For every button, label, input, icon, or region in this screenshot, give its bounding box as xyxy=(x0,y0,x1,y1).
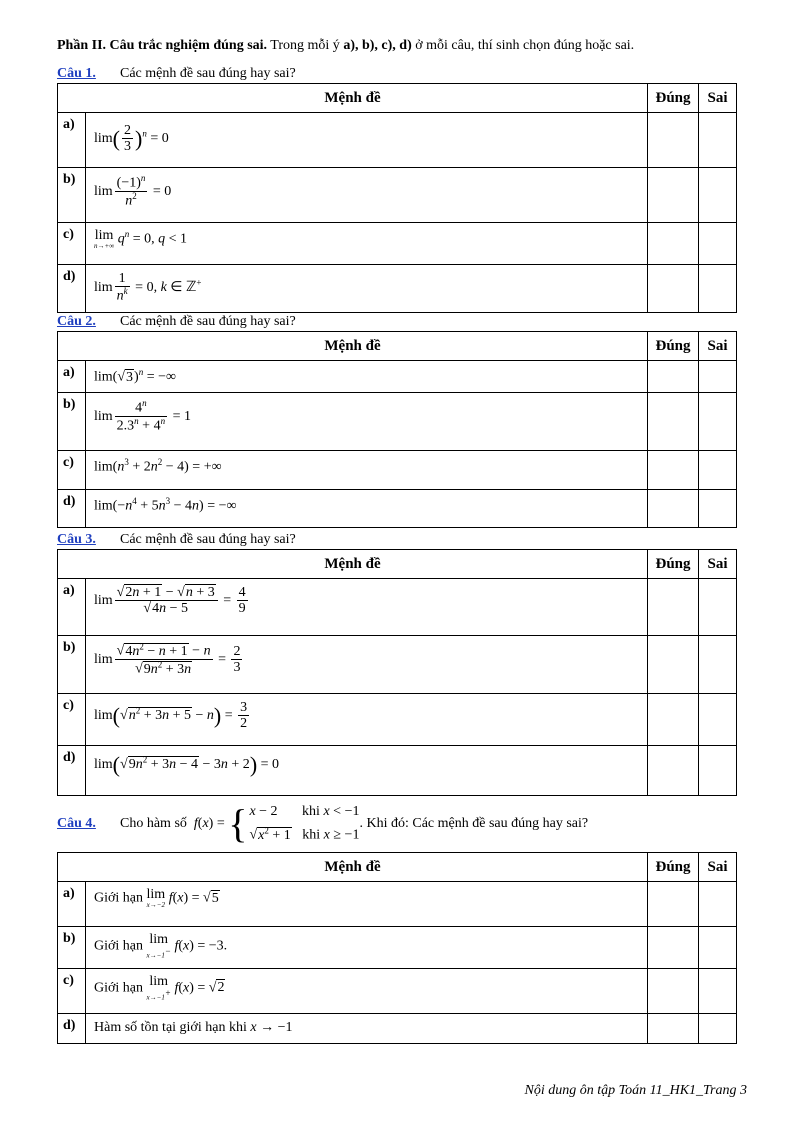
statement-3c: $\lim(√n^2 + 3n + 5 - n)$ = $\frac{3}{2}$ xyxy=(86,694,648,746)
answer-false-cell[interactable] xyxy=(699,927,737,969)
answer-false-cell[interactable] xyxy=(699,451,737,490)
answer-true-cell[interactable] xyxy=(648,393,699,451)
statement-3b: lim $\frac{√4n^2 - n + 1 - n}{√9n^2 + 3n}$ = $\frac{2}{3}$ xyxy=(86,636,648,694)
answer-false-cell[interactable] xyxy=(699,393,737,451)
answer-true-cell[interactable] xyxy=(648,636,699,694)
answer-true-cell[interactable] xyxy=(648,168,699,223)
answer-true-cell[interactable] xyxy=(648,579,699,636)
part-title: Phần II. Câu trắc nghiệm đúng sai. xyxy=(57,38,268,53)
statement-2c: $\lim(n^3 + 2n^2 - 4)$ = +∞ xyxy=(86,451,648,490)
answer-true-cell[interactable] xyxy=(648,1014,699,1044)
answer-true-cell[interactable] xyxy=(648,927,699,969)
statement-2b: lim $\frac{4^n}{2.3^n + 4^n}$ = 1 xyxy=(86,393,648,451)
statement-2d: $\lim(-n^4 + 5n^3 - 4n)$ = −∞ xyxy=(86,490,648,528)
question-2-table: Mệnh đề Đúng Sai a) $\lim(√3)^n$ = −∞ b) lim $\frac{4^n}{2.3^n + 4^n}$ = 1 c) $\lim(n^3 + 2n^2 - 4)$ = +∞ d) $\lim(-n^4 + 5n^3 - 4n)$ = −∞ xyxy=(57,331,737,528)
answer-false-cell[interactable] xyxy=(699,490,737,528)
statement-3a: lim $\frac{√2n + 1 - √n + 3}{√4n - 5}$ = $\frac{4}{9}$ xyxy=(86,579,648,636)
statement-1c: lim n→+∞ $q^n = 0$, q < 1 xyxy=(86,223,648,265)
question-4-title: Câu 4. Cho hàm số f ( x ) = { x − 2 khi x < −1 $√x^2 + 1$ khi x ≥ −1 . Khi đó: Các mệnh đề sau đúng hay sai? xyxy=(57,801,589,847)
statement-4b: Giới hạn lim x→−1− f(x) = −3. xyxy=(86,927,648,969)
answer-false-cell[interactable] xyxy=(699,113,737,168)
answer-false-cell[interactable] xyxy=(699,882,737,927)
statement-3d: $\lim(√9n^2 + 3n - 4 - 3n + 2) = 0$ xyxy=(86,746,648,796)
header-true: Đúng xyxy=(648,84,699,113)
answer-true-cell[interactable] xyxy=(648,746,699,796)
section-header: Phần II. Câu trắc nghiệm đúng sai. Trong mỗi ý a), b), c), d) ở mỗi câu, thí sinh chọn đúng hoặc sai. xyxy=(57,38,635,53)
question-4-table: Mệnh đề Đúng Sai a) Giới hạn lim x→−2 f(x) = √5 b) Giới hạn lim x→−1− f(x) = −3. c) Giới hạn lim x→−1+ f(x) = √2 d) Hàm số tồn tại giới hạn khi x → −1 xyxy=(57,852,737,1044)
answer-false-cell[interactable] xyxy=(699,969,737,1014)
answer-true-cell[interactable] xyxy=(648,451,699,490)
statement-4d: Hàm số tồn tại giới hạn khi x → −1 xyxy=(86,1014,648,1044)
statement-2a: $\lim(√3)^n$ = −∞ xyxy=(86,361,648,393)
answer-true-cell[interactable] xyxy=(648,265,699,313)
question-1-title: Câu 1. Các mệnh đề sau đúng hay sai? xyxy=(57,66,296,81)
answer-false-cell[interactable] xyxy=(699,694,737,746)
statement-1b: lim $\frac{(-1)^n}{n^2}$ = 0 xyxy=(86,168,648,223)
statement-4c: Giới hạn lim x→−1+ f(x) = √2 xyxy=(86,969,648,1014)
question-3-table: Mệnh đề Đúng Sai a) lim $\frac{√2n + 1 - √n + 3}{√4n - 5}$ = $\frac{4}{9}$ b) lim $\frac{√4n^2 - n + 1 - n}{√9n^2 + 3n}$ = $\frac{2}{3}$ c) $\lim(√n^2 + 3n + 5 - n)$ = $\frac{3}{2}$ d) $\lim(√9n^2 + 3n - 4 - 3n + 2) = 0$ xyxy=(57,549,737,796)
answer-false-cell[interactable] xyxy=(699,223,737,265)
answer-true-cell[interactable] xyxy=(648,969,699,1014)
answer-true-cell[interactable] xyxy=(648,223,699,265)
piecewise-function: f ( x ) = { x − 2 khi x < −1 $√x^2 + 1$ khi x ≥ −1 xyxy=(193,801,360,847)
answer-false-cell[interactable] xyxy=(699,746,737,796)
question-2-title: Câu 2. Các mệnh đề sau đúng hay sai? xyxy=(57,314,296,329)
answer-true-cell[interactable] xyxy=(648,490,699,528)
question-1-table: Mệnh đề Đúng Sai a) lim( $\frac{2}{3}$ )$^n$ = 0 b) lim $\frac{(-1)^n}{n^2}$ = 0 c) lim n→+∞ $q^n = 0$, q < 1 d) lim $\frac{1}{n^k}$ = 0, k ∈ ℤ+ xyxy=(57,83,737,313)
answer-false-cell[interactable] xyxy=(699,361,737,393)
answer-false-cell[interactable] xyxy=(699,579,737,636)
answer-true-cell[interactable] xyxy=(648,882,699,927)
answer-true-cell[interactable] xyxy=(648,113,699,168)
answer-false-cell[interactable] xyxy=(699,265,737,313)
page-footer: Nội dung ôn tập Toán 11_HK1_Trang 3 xyxy=(524,1083,747,1098)
statement-1a: lim( $\frac{2}{3}$ )$^n$ = 0 xyxy=(86,113,648,168)
answer-false-cell[interactable] xyxy=(699,1014,737,1044)
header-false: Sai xyxy=(699,84,737,113)
statement-4a: Giới hạn lim x→−2 f(x) = √5 xyxy=(86,882,648,927)
answer-false-cell[interactable] xyxy=(699,636,737,694)
statement-1d: lim $\frac{1}{n^k}$ = 0, k ∈ ℤ+ xyxy=(86,265,648,313)
answer-false-cell[interactable] xyxy=(699,168,737,223)
header-statement: Mệnh đề xyxy=(58,84,648,113)
answer-true-cell[interactable] xyxy=(648,361,699,393)
question-3-title: Câu 3. Các mệnh đề sau đúng hay sai? xyxy=(57,532,296,547)
answer-true-cell[interactable] xyxy=(648,694,699,746)
